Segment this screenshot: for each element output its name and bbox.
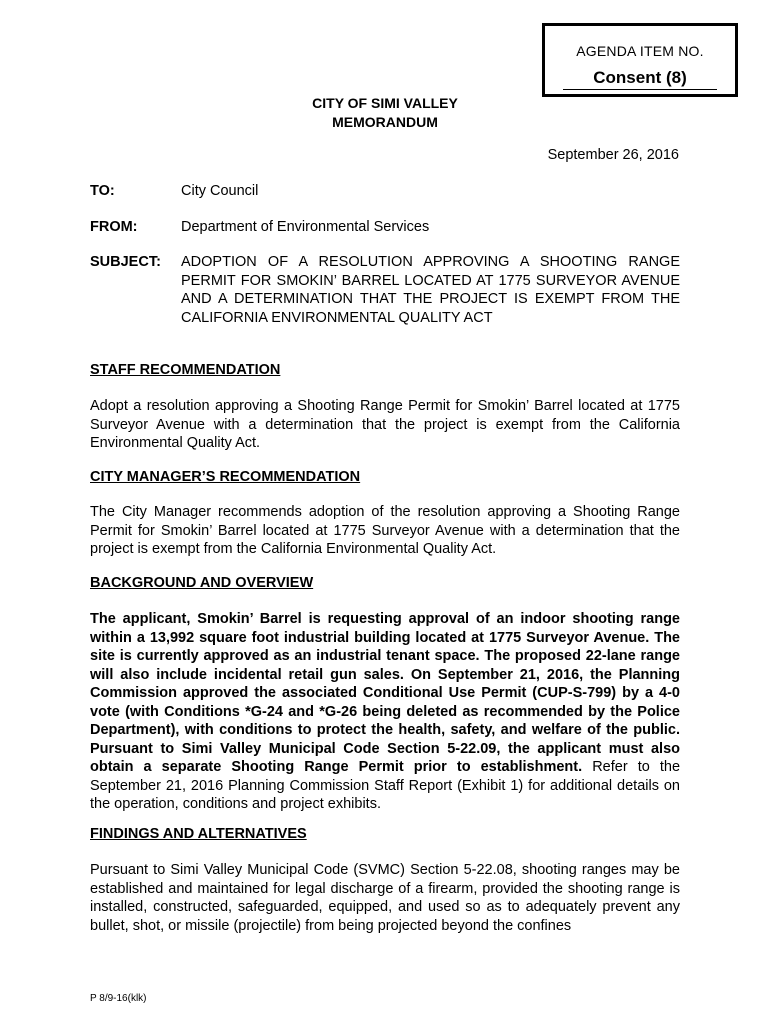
- memorandum-heading: MEMORANDUM: [332, 114, 438, 130]
- agenda-item-label: AGENDA ITEM NO.: [576, 43, 704, 59]
- background-heading: BACKGROUND AND OVERVIEW: [90, 575, 314, 591]
- background-text: [90, 610, 680, 814]
- footer-code: P 8/9-16(klk): [90, 993, 147, 1004]
- background-plain-text: Refer to the September 21, 2016 Planning Commission Staff Report (Exhibit 1) for additional details on the operation, conditions and project exhibits.: [90, 759, 681, 812]
- staff-recommendation-heading: STAFF RECOMMENDATION: [90, 362, 281, 378]
- city-name-heading: CITY OF SIMI VALLEY: [312, 95, 458, 111]
- memo-date: September 26, 2016: [547, 147, 679, 163]
- city-manager-recommendation-heading: CITY MANAGER’S RECOMMENDATION: [90, 469, 361, 485]
- agenda-item-box: [542, 23, 738, 97]
- city-manager-recommendation-text: The City Manager recommends adoption of the resolution approving a Shooting Range Permit for Smokin’ Barrel located at 1775 Surveyor Avenue with a determination that the project is exempt from the California Environmental Quality Act.: [90, 504, 680, 557]
- from-value: Department of Environmental Services: [181, 219, 430, 235]
- from-label: FROM:: [90, 219, 138, 235]
- agenda-item-value: Consent (8): [593, 68, 687, 87]
- subject-value: ADOPTION OF A RESOLUTION APPROVING A SHOOTING RANGE PERMIT FOR SMOKIN’ BARREL LOCATED AT 1775 SURVEYOR AVENUE AND A DETERMINATION THAT THE PROJECT IS EXEMPT FROM THE CALIFORNIA ENVIRONMENTAL QUALITY ACT: [181, 254, 680, 326]
- findings-heading: FINDINGS AND ALTERNATIVES: [90, 826, 307, 842]
- subject-label: SUBJECT:: [90, 254, 161, 270]
- background-bold-text: The applicant, Smokin’ Barrel is requesting approval of an indoor shooting range within a 13,992 square foot industrial building located at 1775 Surveyor Avenue. The site is currently approved as an industrial tenant space. The proposed 22-lane range will also include incidental retail gun sales. On September 21, 2016, the Planning Commission approved the associated Conditional Use Permit (CUP-S-799) by a 4-0 vote (with Conditions *G-24 and *G-26 being deleted as recommended by the Police Department), with conditions to protect the health, safety, and welfare of the public. Pursuant to Simi Valley Municipal Code Section 5-22.09, the applicant must also obtain a separate Shooting Range Permit prior to establishment.: [90, 611, 680, 775]
- to-value: City Council: [181, 183, 259, 199]
- agenda-underline: [563, 89, 717, 90]
- findings-text: Pursuant to Simi Valley Municipal Code (SVMC) Section 5-22.08, shooting ranges may be established and maintained for legal discharge of a firearm, provided the shooting range is installed, constructed, safeguarded, equipped, and used so as to adequately prevent any bullet, shot, or missile (projectile) from being projected beyond the confines: [90, 862, 680, 934]
- to-label: TO:: [90, 183, 115, 199]
- staff-recommendation-text: Adopt a resolution approving a Shooting Range Permit for Smokin’ Barrel located at 1775 Surveyor Avenue with a determination that the project is exempt from the California Environmental Quality Act.: [90, 398, 680, 451]
